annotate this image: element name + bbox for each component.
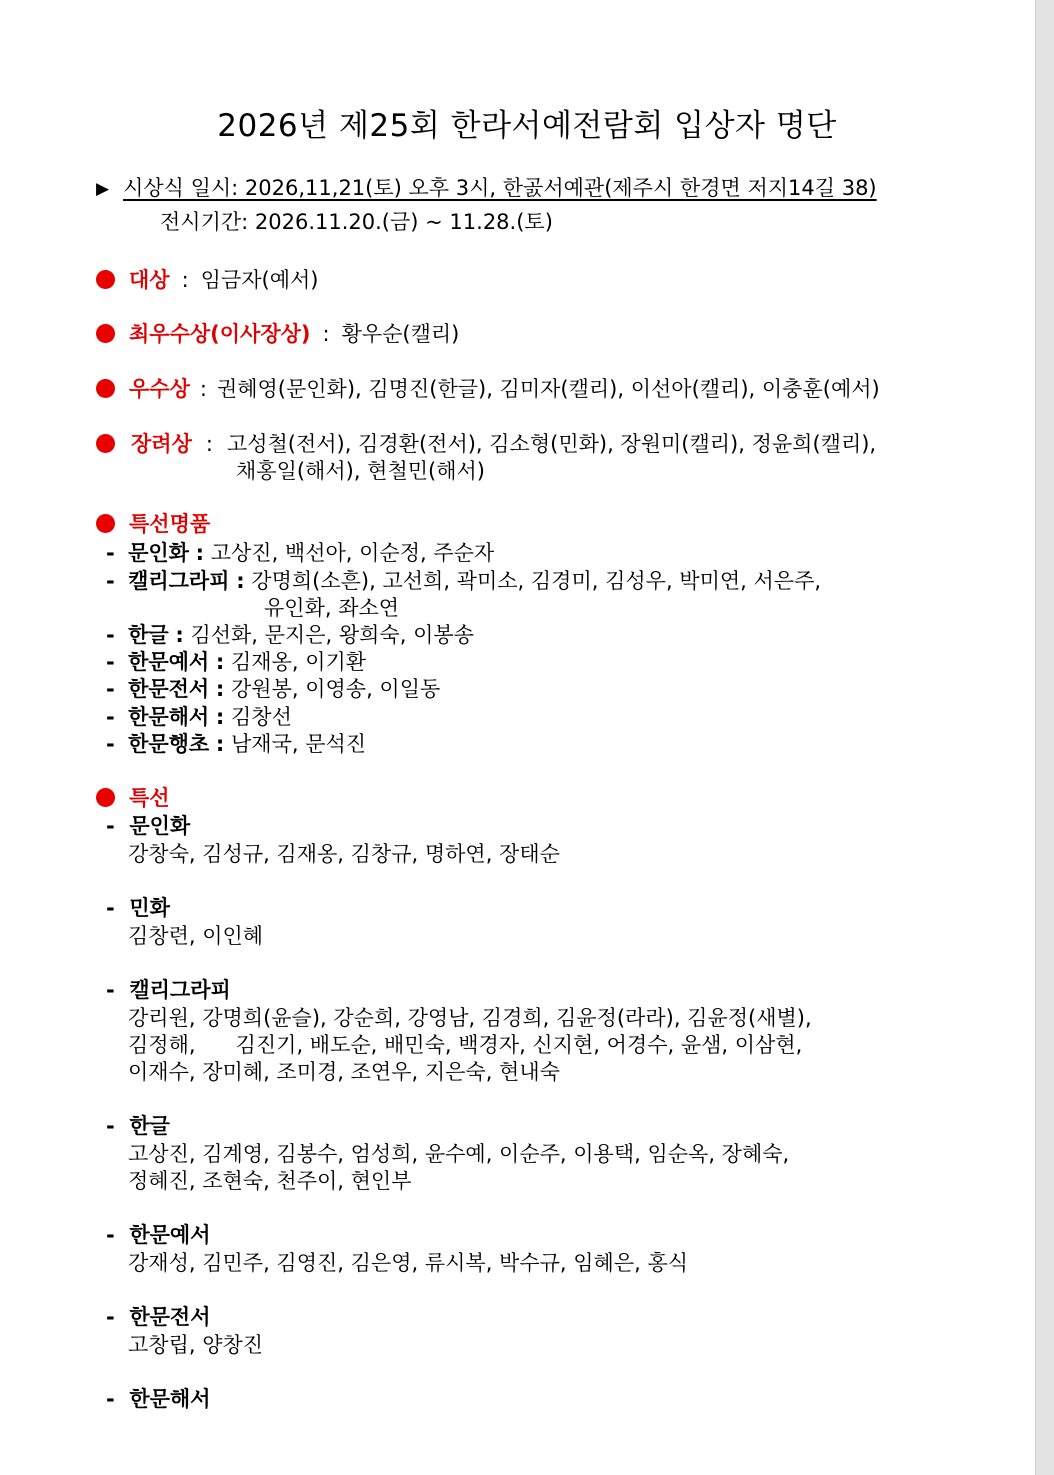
award-excellence-names: 권혜영(문인화), 김명진(한글), 김미자(캘리), 이선아(캘리), 이충훈(예서): [216, 377, 880, 401]
dash: -: [106, 978, 115, 1002]
bullet-icon: [96, 379, 115, 398]
masterpiece-category: 한글: [128, 623, 169, 647]
special-names: 고창립, 양창진: [128, 1333, 264, 1357]
ceremony-info: 시상식 일시: 2026,11,21(토) 오후 3시, 한곬서예관(제주시 한경면 저지14길 38): [123, 176, 877, 200]
special-category-label: 한문해서: [129, 1387, 211, 1411]
separator: :: [181, 268, 189, 292]
special-category: [106, 1301, 211, 1331]
masterpiece-names: 김창선: [231, 705, 292, 729]
dash: -: [106, 677, 115, 701]
separator: :: [322, 322, 330, 346]
section-special-title: 특선: [129, 786, 170, 810]
separator: :: [215, 705, 225, 729]
special-names: 강재성, 김민주, 김영진, 김은영, 류시복, 박수규, 임혜은, 홍식: [128, 1251, 689, 1275]
separator: :: [215, 732, 225, 756]
masterpiece-names: 김재옹, 이기환: [231, 650, 367, 674]
dash: -: [106, 541, 115, 565]
award-grand-names: 임금자(예서): [200, 268, 319, 292]
masterpiece-names-cont: 유인화, 좌소연: [264, 596, 400, 620]
bullet-icon: [96, 434, 115, 453]
document-title: 2026년 제25회 한라서예전람회 입상자 명단: [217, 108, 837, 144]
special-category-label: 민화: [129, 896, 170, 920]
masterpiece-category: 캘리그라피: [128, 569, 230, 593]
masterpiece-category: 한문해서: [128, 705, 210, 729]
masterpiece-names: 강명희(소흔), 고선희, 곽미소, 김경미, 김성우, 박미연, 서은주,: [251, 569, 822, 593]
award-excellence: [96, 373, 880, 403]
separator: :: [205, 432, 213, 456]
bullet-icon: [96, 514, 115, 533]
special-category: [106, 810, 190, 840]
masterpiece-category: 한문예서: [128, 650, 210, 674]
separator: :: [215, 650, 225, 674]
masterpiece-names: 고상진, 백선아, 이순정, 주순자: [210, 541, 495, 565]
award-grand: [96, 264, 318, 294]
scrollbar-track[interactable]: [1035, 0, 1054, 1475]
dash: -: [106, 1114, 115, 1138]
dash: -: [106, 1305, 115, 1329]
masterpiece-names: 남재국, 문석진: [231, 732, 367, 756]
special-names: 강창숙, 김성규, 김재옹, 김창규, 명하연, 장태순: [128, 842, 560, 866]
masterpiece-item: [106, 537, 494, 567]
award-encouragement-label: 장려상: [131, 432, 192, 456]
section-masterpiece-title: 특선명품: [129, 512, 211, 536]
bullet-icon: [96, 324, 115, 343]
masterpiece-item: [106, 728, 366, 758]
masterpiece-item: [106, 673, 440, 703]
award-excellence-label: 우수상: [129, 377, 190, 401]
separator: :: [195, 541, 205, 565]
dash: -: [106, 896, 115, 920]
exhibition-period: 전시기간: 2026.11.20.(금) ~ 11.28.(토): [160, 210, 553, 234]
dash: -: [106, 1223, 115, 1247]
special-names: 고상진, 김계영, 김봉수, 엄성희, 윤수예, 이순주, 이용택, 임순옥, 장혜숙,: [128, 1142, 790, 1166]
masterpiece-names: 강원봉, 이영송, 이일동: [231, 677, 441, 701]
masterpiece-category: 한문행초: [128, 732, 210, 756]
ceremony-line: [96, 172, 877, 202]
triangle-marker-icon: ▶: [96, 179, 110, 199]
award-top: [96, 318, 459, 348]
separator: :: [175, 623, 184, 647]
section-special-heading: [96, 782, 170, 812]
dash: -: [106, 705, 115, 729]
special-category: [106, 892, 170, 922]
special-category-label: 한글: [129, 1114, 170, 1138]
special-category: [106, 974, 231, 1004]
masterpiece-item: [106, 701, 292, 731]
separator: :: [199, 377, 207, 401]
dash: -: [106, 623, 115, 647]
masterpiece-item: [106, 619, 474, 649]
award-top-names: 황우순(캘리): [341, 322, 460, 346]
award-encouragement-names-1: 고성철(전서), 김경환(전서), 김소형(민화), 장원미(캘리), 정윤희(캘리),: [226, 432, 877, 456]
masterpiece-category: 문인화: [128, 541, 189, 565]
masterpiece-item: [106, 646, 366, 676]
dash: -: [106, 814, 115, 838]
masterpiece-item: [106, 565, 821, 595]
special-category: [106, 1383, 211, 1413]
bullet-icon: [96, 270, 115, 289]
award-grand-label: 대상: [129, 268, 170, 292]
special-category: [106, 1219, 211, 1249]
special-category-label: 한문전서: [129, 1305, 211, 1329]
special-category: [106, 1110, 170, 1140]
award-encouragement: [96, 428, 876, 458]
dash: -: [106, 569, 115, 593]
special-names: 김창련, 이인혜: [128, 924, 264, 948]
bullet-icon: [96, 788, 115, 807]
award-top-label: 최우수상(이사장상): [129, 322, 311, 346]
special-names: 정혜진, 조현숙, 천주이, 현인부: [128, 1169, 412, 1193]
special-category-label: 문인화: [129, 814, 191, 838]
separator: :: [236, 569, 245, 593]
dash: -: [106, 1387, 115, 1411]
masterpiece-category: 한문전서: [128, 677, 210, 701]
special-names: 김정해, 김진기, 배도순, 배민숙, 백경자, 신지현, 어경수, 윤샘, 이삼현,: [128, 1033, 803, 1057]
special-names: 강리원, 강명희(윤슬), 강순희, 강영남, 김경희, 김윤정(라라), 김윤정(새별),: [128, 1006, 812, 1030]
masterpiece-names: 김선화, 문지은, 왕희숙, 이봉송: [190, 623, 474, 647]
dash: -: [106, 732, 115, 756]
special-category-label: 캘리그라피: [129, 978, 231, 1002]
separator: :: [215, 677, 225, 701]
special-category-label: 한문예서: [129, 1223, 211, 1247]
award-encouragement-names-2: 채홍일(해서), 현철민(해서): [236, 459, 485, 483]
section-masterpiece-heading: [96, 508, 210, 538]
special-names: 이재수, 장미혜, 조미경, 조연우, 지은숙, 현내숙: [128, 1060, 560, 1084]
dash: -: [106, 650, 115, 674]
